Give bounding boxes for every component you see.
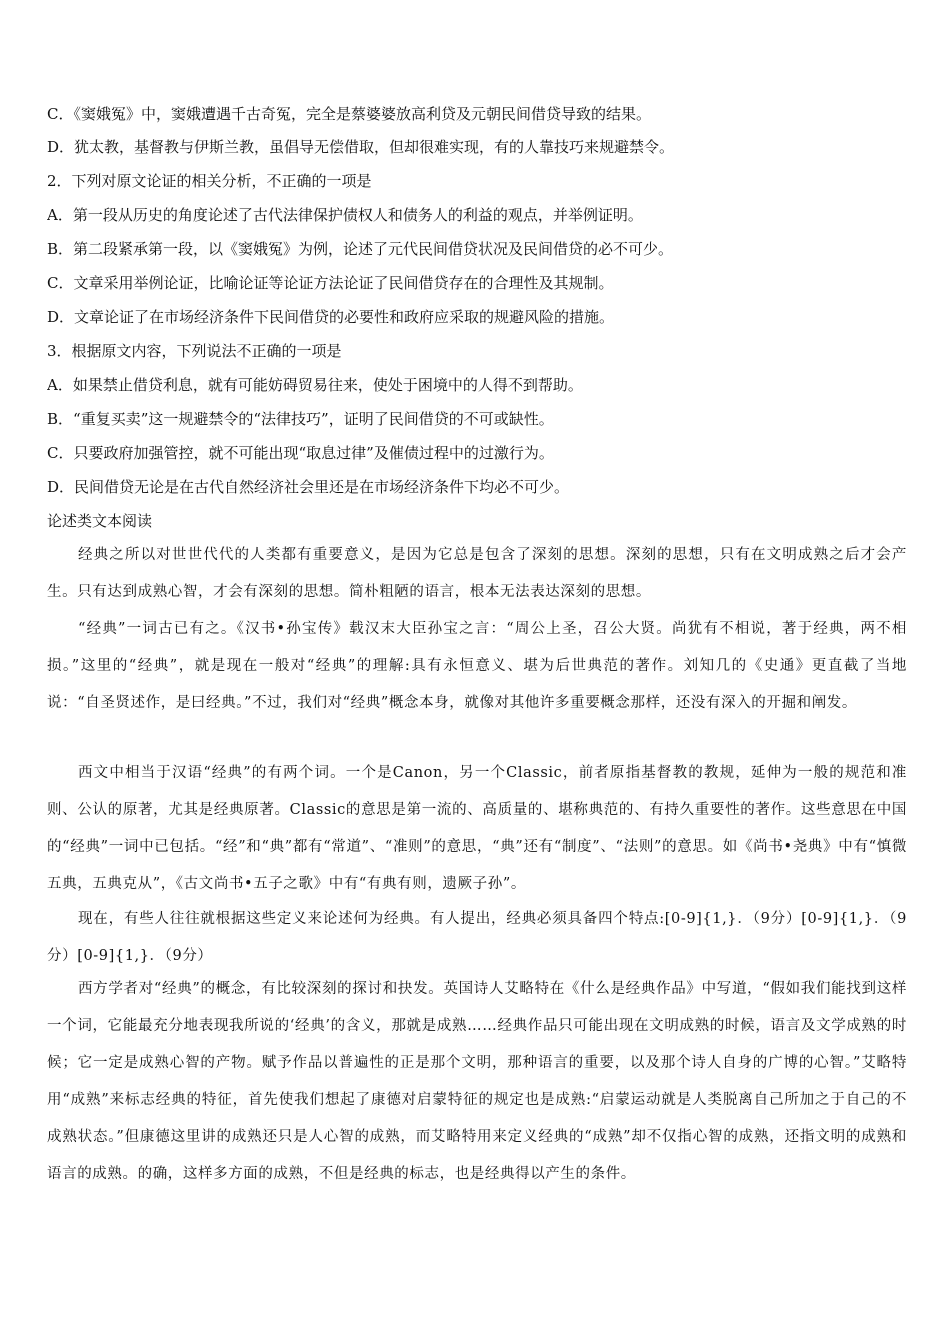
section-heading: 论述类文本阅读: [47, 512, 153, 530]
passage-paragraph-4: 现在，有些人往往就根据这些定义来论述何为经典。有人提出，经典必须具备四个特点:[0-9]{1,}．（9分）[0-9]{1,}．（9分）[0-9]{1,}．（9分）: [47, 911, 907, 964]
question-3-option-a: A．如果禁止借贷利息，就有可能妨碍贸易往来，使处于困境中的人得不到帮助。: [47, 376, 583, 394]
question-3-option-d: D．民间借贷无论是在古代自然经济社会里还是在市场经济条件下均必不可少。: [47, 478, 570, 496]
question-2-option-d: D．文章论证了在市场经济条件下民间借贷的必要性和政府应采取的规避风险的措施。: [47, 308, 615, 326]
passage-paragraph-1: 经典之所以对世世代代的人类都有重要意义，是因为它总是包含了深刻的思想。深刻的思想，只有在文明成熟之后才会产生。只有达到成熟心智，才会有深刻的思想。简朴粗陋的语言，根本无法表达深刻的思想。: [47, 547, 907, 600]
question-2-option-a: A．第一段从历史的角度论述了古代法律保护债权人和债务人的利益的观点，并举例证明。: [47, 206, 643, 224]
passage-paragraph-2: “经典”一词古已有之。《汉书•孙宝传》载汉末大臣孙宝之言：“周公上圣，召公大贤。尚犹有不相说，著于经典，两不相损。”这里的“经典”，就是现在一般对“经典”的理解:具有永恒意义、堪为后世典范的著作。刘知几的《史通》更直截了当地说：“自圣贤述作，是曰经典。”不过，我们对“经典”概念本身，就像对其他许多重要概念那样，还没有深入的开掘和阐发。: [47, 621, 907, 711]
q1-option-d: D．犹太教，基督教与伊斯兰教，虽倡导无偿借取，但却很难实现，有的人靠技巧来规避禁令。: [47, 138, 675, 156]
question-2-option-b: B．第二段紧承第一段，以《窦娥冤》为例，论述了元代民间借贷状况及民间借贷的必不可少。: [47, 240, 674, 258]
question-3-option-b: B．“重复买卖”这一规避禁令的“法律技巧”，证明了民间借贷的不可或缺性。: [47, 410, 554, 428]
question-3-option-c: C．只要政府加强管控，就不可能出现“取息过律”及催债过程中的过激行为。: [47, 444, 554, 462]
passage-paragraph-5: 西方学者对“经典”的概念，有比较深刻的探讨和抉发。英国诗人艾略特在《什么是经典作品》中写道，“假如我们能找到这样一个词，它能最充分地表现我所说的‘经典’的含义，那就是成熟……经典作品只可能出现在文明成熟的时候，语言及文学成熟的时候；它一定是成熟心智的产物。赋予作品以普遍性的正是那个文明，那种语言的重要，以及那个诗人自身的广博的心智。”艾略特用“成熟”来标志经典的特征，首先使我们想起了康德对启蒙特征的规定也是成熟:“启蒙运动就是人类脱离自己所加之于自己的不成熟状态。”但康德这里讲的成熟还只是人心智的成熟，而艾略特用来定义经典的“成熟”却不仅指心智的成熟，还指文明的成熟和语言的成熟。的确，这样多方面的成熟，不但是经典的标志，也是经典得以产生的条件。: [47, 981, 907, 1182]
question-3-stem: 3．根据原文内容，下列说法不正确的一项是: [47, 342, 342, 360]
q1-option-c: C．《窦娥冤》中，窦娥遭遇千古奇冤，完全是蔡婆婆放高利贷及元朝民间借贷导致的结果。: [47, 105, 651, 123]
question-2-option-c: C．文章采用举例论证，比喻论证等论证方法论证了民间借贷存在的合理性及其规制。: [47, 274, 614, 292]
question-2-stem: 2．下列对原文论证的相关分析，不正确的一项是: [47, 172, 372, 190]
passage-paragraph-3: 西文中相当于汉语“经典”的有两个词。一个是Canon，另一个Classic，前者原指基督教的教规，延伸为一般的规范和准则、公认的原著，尤其是经典原著。Classic的意思是第一流的、高质量的、堪称典范的、有持久重要性的著作。这些意思在中国的“经典”一词中已包括。“经”和“典”都有“常道”、“准则”的意思，“典”还有“制度”、“法则”的意思。如《尚书•尧典》中有“慎微五典，五典克从”，《古文尚书•五子之歌》中有“有典有则，遗厥子孙”。: [47, 765, 907, 892]
